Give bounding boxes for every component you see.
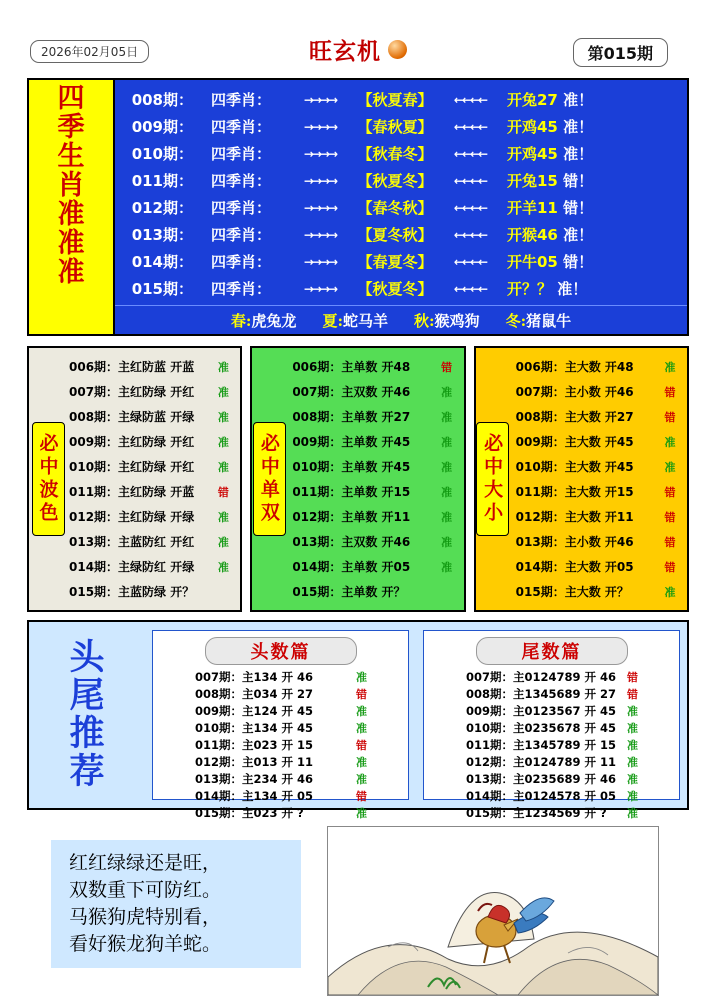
row-issue: 010期： xyxy=(131,145,193,163)
row-result: 错 xyxy=(627,670,638,684)
row-issue: 011期： xyxy=(131,172,193,190)
row-result: 准 xyxy=(627,704,638,718)
row-result: 错 xyxy=(664,385,676,399)
row-issue: 015期： xyxy=(131,280,193,298)
zodiac-legend-item: 春:虎兔龙 xyxy=(230,311,297,330)
tail-column xyxy=(423,630,680,820)
oddeven-prediction-box xyxy=(250,346,465,612)
row-result: 准 xyxy=(627,806,638,820)
zodiac-legend-item: 冬:猪鼠牛 xyxy=(505,311,572,330)
site-title-text: 旺玄机 xyxy=(309,38,381,65)
poem-line: 红红绿绿还是旺， xyxy=(69,852,222,874)
row-text: 008期：主1345689 开 27 xyxy=(466,686,617,701)
oddeven-row xyxy=(286,429,459,454)
side-char-5: 准 xyxy=(57,199,85,230)
ht-char-1: 头 xyxy=(69,637,105,678)
row-text: 009期：主0123567 开 45 xyxy=(466,703,617,718)
row-result: 错 xyxy=(356,789,367,803)
row-result: 准 xyxy=(664,585,676,599)
color-box-side xyxy=(31,348,65,610)
head-tail-side-title xyxy=(69,639,104,791)
row-label: 四季肖： xyxy=(210,253,271,271)
arrow-right-icon: →→→→ xyxy=(303,200,337,215)
row-text: 007期：主0124789 开 46 xyxy=(466,669,617,684)
row-result: 准 xyxy=(664,360,676,374)
row-issue: 013期： xyxy=(131,226,193,244)
row-label: 四季肖： xyxy=(210,172,271,190)
color-row xyxy=(65,479,236,504)
four-season-side-title xyxy=(29,80,115,334)
row-result: 错 xyxy=(664,485,676,499)
row-text: 012期：主红防绿 开绿 xyxy=(69,510,195,524)
row-text: 007期：主小数 开46 xyxy=(515,385,634,399)
bigsmall-row xyxy=(510,529,683,554)
row-result: 错 xyxy=(664,510,676,524)
color-row xyxy=(65,354,236,379)
bottom-section xyxy=(27,822,689,997)
color-row xyxy=(65,579,236,604)
row-text: 009期：主大数 开45 xyxy=(515,435,634,449)
row-label: 四季肖： xyxy=(210,226,271,244)
bigsmall-box-rows xyxy=(510,348,687,610)
bigsmall-row xyxy=(510,579,683,604)
tail-row xyxy=(424,753,679,770)
head-column xyxy=(152,630,409,820)
row-label: 四季肖： xyxy=(210,145,271,163)
row-open: 开猴46 准！ xyxy=(507,226,594,244)
row-pick: 【秋夏冬】 xyxy=(357,280,433,298)
oddeven-box-rows xyxy=(286,348,463,610)
row-result: 准 xyxy=(627,738,638,752)
oddeven-row xyxy=(286,554,459,579)
row-text: 012期：主0124789 开 11 xyxy=(466,754,617,769)
row-text: 009期：主红防绿 开红 xyxy=(69,435,195,449)
page-header xyxy=(0,0,716,65)
row-label: 四季肖： xyxy=(210,118,271,136)
arrow-right-icon: →→→→ xyxy=(303,119,337,134)
arrow-left-icon: ←←←← xyxy=(453,281,487,296)
arrow-left-icon: ←←←← xyxy=(453,92,487,107)
row-text: 009期：主单数 开45 xyxy=(292,435,411,449)
row-result: 准 xyxy=(627,772,638,786)
head-column-rows xyxy=(153,668,408,821)
tail-column-rows xyxy=(424,668,679,821)
oddeven-row xyxy=(286,504,459,529)
four-season-row xyxy=(115,86,687,113)
four-season-row xyxy=(115,113,687,140)
arrow-right-icon: →→→→ xyxy=(303,254,337,269)
bigsmall-row xyxy=(510,479,683,504)
four-season-row xyxy=(115,167,687,194)
side-char-3: 生 xyxy=(57,141,85,172)
row-result: 错 xyxy=(441,360,453,374)
bigsmall-row xyxy=(510,454,683,479)
bigsmall-row xyxy=(510,554,683,579)
row-result: 准 xyxy=(217,435,229,449)
row-result: 准 xyxy=(441,510,453,524)
side-char-6: 准 xyxy=(57,228,85,259)
lottery-ball-icon xyxy=(388,40,407,59)
row-issue: 008期： xyxy=(131,91,193,109)
oddeven-row xyxy=(286,529,459,554)
bigsmall-prediction-box xyxy=(474,346,689,612)
color-row xyxy=(65,404,236,429)
row-text: 008期：主034 开 27 xyxy=(195,686,314,701)
illustration xyxy=(327,826,659,996)
row-pick: 【春冬秋】 xyxy=(357,199,433,217)
poem-line: 马猴狗虎特别看， xyxy=(69,906,222,928)
head-tail-panel xyxy=(27,620,689,820)
arrow-left-icon: ←←←← xyxy=(453,200,487,215)
four-season-row xyxy=(115,275,687,302)
head-column-title: 头数篇 xyxy=(205,637,357,665)
row-result: 准 xyxy=(217,535,229,549)
head-row xyxy=(153,753,408,770)
row-result: 错 xyxy=(356,687,367,701)
row-pick: 【夏冬秋】 xyxy=(357,226,433,244)
row-result: 准 xyxy=(441,485,453,499)
rooster-mountain-illustration xyxy=(328,827,658,995)
oddeven-box-side xyxy=(252,348,286,610)
zodiac-legend-item: 夏:蛇马羊 xyxy=(322,311,388,330)
row-result: 错 xyxy=(627,687,638,701)
row-label: 四季肖： xyxy=(210,199,271,217)
color-row xyxy=(65,554,236,579)
ht-char-3: 推 xyxy=(69,713,105,754)
color-box-side-title: 必中波色 xyxy=(32,422,65,536)
arrow-left-icon: ←←←← xyxy=(453,119,487,134)
row-result: 准 xyxy=(627,721,638,735)
head-row xyxy=(153,719,408,736)
row-text: 012期：主大数 开11 xyxy=(515,510,634,524)
row-result: 准 xyxy=(441,435,453,449)
row-result: 准 xyxy=(441,410,453,424)
poem-line: 看好猴龙狗羊蛇。 xyxy=(69,933,222,955)
row-issue: 009期： xyxy=(131,118,193,136)
row-text: 009期：主124 开 45 xyxy=(195,703,314,718)
row-label: 四季肖： xyxy=(210,91,271,109)
oddeven-row xyxy=(286,579,459,604)
arrow-left-icon: ←←←← xyxy=(453,146,487,161)
bigsmall-row xyxy=(510,504,683,529)
head-row xyxy=(153,685,408,702)
color-row xyxy=(65,429,236,454)
row-text: 013期：主蓝防红 开红 xyxy=(69,535,195,549)
oddeven-row xyxy=(286,354,459,379)
tail-row xyxy=(424,736,679,753)
row-result: 准 xyxy=(217,360,229,374)
bigsmall-row xyxy=(510,354,683,379)
row-text: 010期：主红防绿 开红 xyxy=(69,460,195,474)
row-text: 008期：主大数 开27 xyxy=(515,410,634,424)
color-prediction-box xyxy=(27,346,242,612)
side-char-7: 准 xyxy=(57,257,85,288)
color-row xyxy=(65,529,236,554)
row-text: 014期：主0124578 开 05 xyxy=(466,788,617,803)
bigsmall-row xyxy=(510,429,683,454)
row-result: 准 xyxy=(441,385,453,399)
row-open: 开兔15 错！ xyxy=(507,172,594,190)
row-text: 011期：主红防绿 开蓝 xyxy=(69,485,195,499)
color-row xyxy=(65,504,236,529)
row-result: 准 xyxy=(356,772,367,786)
row-open: 开牛05 错！ xyxy=(507,253,594,271)
four-season-rows xyxy=(115,80,687,305)
row-text: 008期：主单数 开27 xyxy=(292,410,411,424)
row-text: 007期：主双数 开46 xyxy=(292,385,411,399)
row-pick: 【春夏冬】 xyxy=(357,253,433,271)
row-text: 012期：主单数 开11 xyxy=(292,510,411,524)
row-result: 准 xyxy=(217,560,229,574)
arrow-left-icon: ←←←← xyxy=(453,254,487,269)
row-result: 准 xyxy=(356,670,367,684)
prediction-boxes xyxy=(27,346,689,612)
row-text: 015期：主023 开 ? xyxy=(195,805,304,820)
row-issue: 014期： xyxy=(131,253,193,271)
row-pick: 【秋春冬】 xyxy=(357,145,433,163)
row-text: 014期：主大数 开05 xyxy=(515,560,634,574)
arrow-right-icon: →→→→ xyxy=(303,227,337,242)
row-pick: 【春秋夏】 xyxy=(357,118,433,136)
row-text: 012期：主013 开 11 xyxy=(195,754,314,769)
oddeven-row xyxy=(286,379,459,404)
site-title xyxy=(309,33,407,66)
color-row xyxy=(65,454,236,479)
row-result: 准 xyxy=(356,755,367,769)
row-open: 开鸡45 准！ xyxy=(507,145,594,163)
row-text: 011期：主023 开 15 xyxy=(195,737,314,752)
color-row xyxy=(65,379,236,404)
arrow-left-icon: ←←←← xyxy=(453,173,487,188)
color-box-rows xyxy=(65,348,240,610)
four-season-row xyxy=(115,248,687,275)
zodiac-legend xyxy=(115,305,687,334)
row-open: 开兔27 准！ xyxy=(507,91,594,109)
row-result: 准 xyxy=(441,535,453,549)
row-result: 准 xyxy=(441,460,453,474)
row-text: 011期：主1345789 开 15 xyxy=(466,737,617,752)
row-result: 准 xyxy=(217,385,229,399)
row-pick: 【秋夏春】 xyxy=(357,91,433,109)
row-text: 006期：主红防蓝 开蓝 xyxy=(69,360,195,374)
row-text: 006期：主单数 开48 xyxy=(292,360,411,374)
row-text: 011期：主大数 开15 xyxy=(515,485,634,499)
bigsmall-box-side-title: 必中大小 xyxy=(476,422,509,536)
row-result: 错 xyxy=(664,535,676,549)
ht-char-4: 荐 xyxy=(69,751,105,792)
arrow-right-icon: →→→→ xyxy=(303,92,337,107)
row-result: 错 xyxy=(217,485,229,499)
poem-box xyxy=(51,840,301,968)
row-result: 准 xyxy=(356,721,367,735)
bigsmall-row xyxy=(510,379,683,404)
head-row xyxy=(153,736,408,753)
row-open: 开鸡45 准！ xyxy=(507,118,594,136)
side-char-1: 四 xyxy=(57,83,85,114)
row-result: 错 xyxy=(356,738,367,752)
oddeven-row xyxy=(286,404,459,429)
issue-badge: 第015期 xyxy=(573,38,668,67)
row-result: 准 xyxy=(627,755,638,769)
tail-row xyxy=(424,719,679,736)
ht-char-2: 尾 xyxy=(69,675,105,716)
arrow-right-icon: →→→→ xyxy=(303,173,337,188)
row-result: 错 xyxy=(664,560,676,574)
date-badge: 2026年02月05日 xyxy=(30,40,149,63)
head-row xyxy=(153,702,408,719)
side-char-4: 肖 xyxy=(57,170,85,201)
row-text: 013期：主0235689 开 46 xyxy=(466,771,617,786)
row-text: 014期：主134 开 05 xyxy=(195,788,314,803)
row-text: 014期：主单数 开05 xyxy=(292,560,411,574)
bigsmall-box-side xyxy=(476,348,510,610)
row-text: 015期：主1234569 开 ? xyxy=(466,805,607,820)
row-result: 准 xyxy=(441,560,453,574)
poem-line: 双数重下可防红。 xyxy=(69,879,222,901)
row-text: 015期：主大数 开？ xyxy=(515,585,629,599)
row-text: 010期：主单数 开45 xyxy=(292,460,411,474)
tail-row xyxy=(424,668,679,685)
arrow-left-icon: ←←←← xyxy=(453,227,487,242)
row-text: 008期：主绿防蓝 开绿 xyxy=(69,410,195,424)
row-open: 开？？ 准！ xyxy=(507,280,588,298)
tail-row xyxy=(424,685,679,702)
oddeven-row xyxy=(286,454,459,479)
oddeven-box-side-title: 必中单双 xyxy=(253,422,286,536)
row-result: 准 xyxy=(664,435,676,449)
row-text: 011期：主单数 开15 xyxy=(292,485,411,499)
tail-row xyxy=(424,787,679,804)
row-text: 015期：主单数 开？ xyxy=(292,585,406,599)
row-issue: 012期： xyxy=(131,199,193,217)
tail-row xyxy=(424,804,679,821)
row-text: 006期：主大数 开48 xyxy=(515,360,634,374)
four-season-row xyxy=(115,140,687,167)
side-char-2: 季 xyxy=(57,112,85,143)
row-result: 准 xyxy=(217,410,229,424)
row-pick: 【秋夏冬】 xyxy=(357,172,433,190)
four-season-row xyxy=(115,194,687,221)
four-season-row xyxy=(115,221,687,248)
row-open: 开羊11 错！ xyxy=(507,199,594,217)
row-text: 014期：主绿防红 开绿 xyxy=(69,560,195,574)
tail-column-title: 尾数篇 xyxy=(476,637,628,665)
tail-row xyxy=(424,702,679,719)
row-result: 准 xyxy=(627,789,638,803)
arrow-right-icon: →→→→ xyxy=(303,281,337,296)
four-season-panel xyxy=(27,78,689,336)
head-row xyxy=(153,787,408,804)
row-result: 错 xyxy=(664,410,676,424)
row-result: 准 xyxy=(356,806,367,820)
row-text: 010期：主134 开 45 xyxy=(195,720,314,735)
head-tail-side xyxy=(29,622,145,808)
head-row xyxy=(153,804,408,821)
row-result: 准 xyxy=(217,460,229,474)
zodiac-legend-item: 秋:猴鸡狗 xyxy=(414,311,480,330)
row-result: 准 xyxy=(217,510,229,524)
oddeven-row xyxy=(286,479,459,504)
row-text: 013期：主小数 开46 xyxy=(515,535,634,549)
row-result: 准 xyxy=(356,704,367,718)
arrow-right-icon: →→→→ xyxy=(303,146,337,161)
head-row xyxy=(153,668,408,685)
bigsmall-row xyxy=(510,404,683,429)
row-text: 007期：主134 开 46 xyxy=(195,669,314,684)
row-text: 013期：主234 开 46 xyxy=(195,771,314,786)
row-label: 四季肖： xyxy=(210,280,271,298)
row-text: 010期：主0235678 开 45 xyxy=(466,720,617,735)
tail-row xyxy=(424,770,679,787)
head-row xyxy=(153,770,408,787)
row-text: 007期：主红防绿 开红 xyxy=(69,385,195,399)
row-text: 013期：主双数 开46 xyxy=(292,535,411,549)
row-text: 015期：主蓝防绿 开？ xyxy=(69,585,195,599)
row-result: 准 xyxy=(664,460,676,474)
row-text: 010期：主大数 开45 xyxy=(515,460,634,474)
